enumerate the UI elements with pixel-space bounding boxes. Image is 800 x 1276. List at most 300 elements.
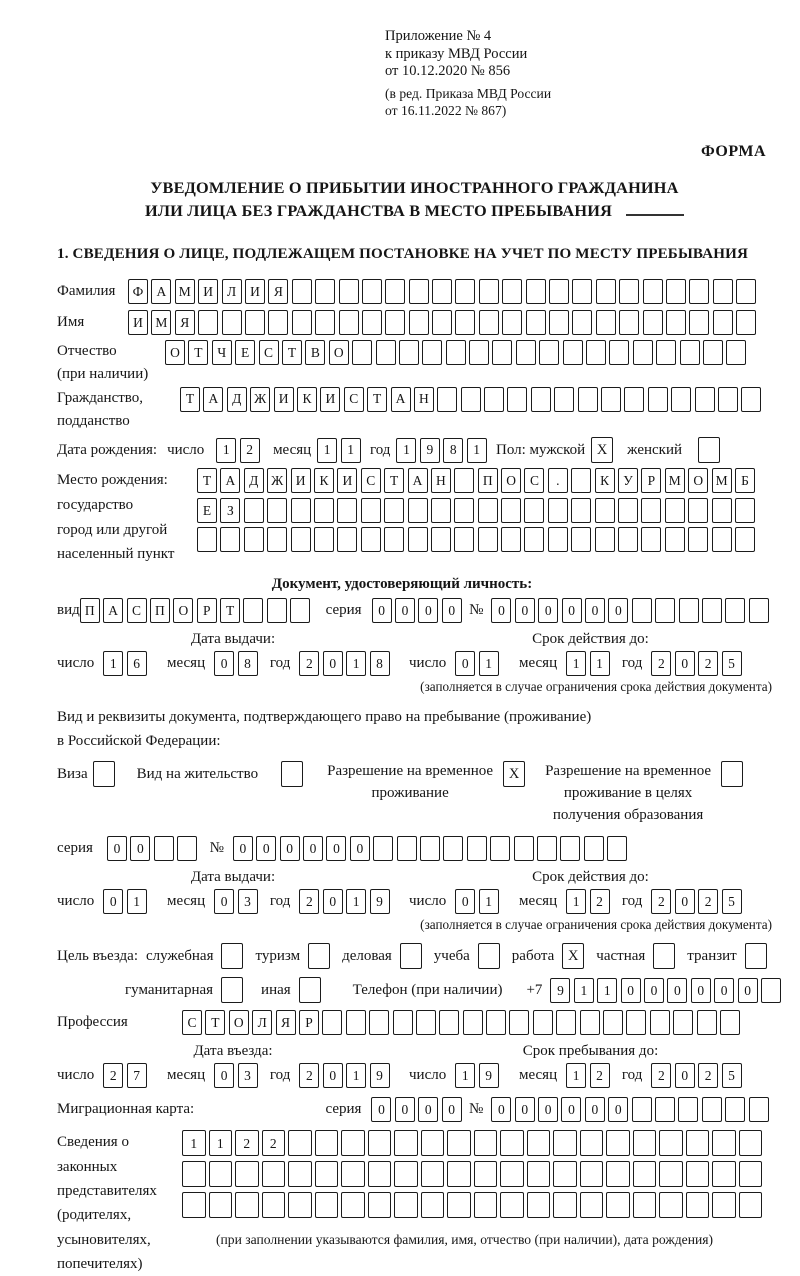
- char-cell[interactable]: [739, 1130, 763, 1156]
- char-cell[interactable]: [548, 527, 568, 552]
- char-cell[interactable]: 1: [590, 651, 610, 676]
- char-cell[interactable]: [533, 1010, 553, 1035]
- char-cell[interactable]: 2: [103, 1063, 123, 1088]
- char-cell[interactable]: П: [150, 598, 170, 623]
- char-cell[interactable]: Е: [235, 340, 255, 365]
- char-cell[interactable]: [474, 1161, 498, 1187]
- char-cell[interactable]: [595, 527, 615, 552]
- char-cell[interactable]: 0: [256, 836, 276, 861]
- char-cell[interactable]: 5: [722, 889, 742, 914]
- char-cell[interactable]: 1: [566, 889, 586, 914]
- char-cell[interactable]: [222, 310, 242, 335]
- purpose-gumanitarnaya-checkbox[interactable]: [221, 977, 243, 1003]
- char-cell[interactable]: [447, 1161, 471, 1187]
- char-cell[interactable]: М: [175, 279, 195, 304]
- char-cell[interactable]: [262, 1161, 286, 1187]
- char-cell[interactable]: [315, 279, 335, 304]
- char-cell[interactable]: [596, 310, 616, 335]
- char-cell[interactable]: А: [220, 468, 240, 493]
- char-cell[interactable]: [563, 340, 583, 365]
- purpose-tranzit-checkbox[interactable]: [745, 943, 767, 969]
- char-cell[interactable]: [626, 1010, 646, 1035]
- char-cell[interactable]: [384, 527, 404, 552]
- char-cell[interactable]: [431, 498, 451, 523]
- purpose-turizm-checkbox[interactable]: [308, 943, 330, 969]
- char-cell[interactable]: Т: [220, 598, 240, 623]
- char-cell[interactable]: [337, 527, 357, 552]
- char-cell[interactable]: 0: [214, 889, 234, 914]
- char-cell[interactable]: [455, 279, 475, 304]
- char-cell[interactable]: [648, 387, 668, 412]
- char-cell[interactable]: [688, 498, 708, 523]
- char-cell[interactable]: 0: [621, 978, 641, 1003]
- char-cell[interactable]: [718, 387, 738, 412]
- char-cell[interactable]: 1: [346, 651, 366, 676]
- char-cell[interactable]: 1: [479, 651, 499, 676]
- char-cell[interactable]: [432, 310, 452, 335]
- char-cell[interactable]: [702, 1097, 722, 1122]
- char-cell[interactable]: С: [127, 598, 147, 623]
- purpose-rabota-checkbox[interactable]: X: [562, 943, 584, 969]
- char-cell[interactable]: [736, 279, 756, 304]
- char-cell[interactable]: [549, 279, 569, 304]
- char-cell[interactable]: [373, 836, 393, 861]
- char-cell[interactable]: [659, 1130, 683, 1156]
- char-cell[interactable]: [686, 1130, 710, 1156]
- char-cell[interactable]: [571, 498, 591, 523]
- char-cell[interactable]: .: [548, 468, 568, 493]
- char-cell[interactable]: [385, 310, 405, 335]
- char-cell[interactable]: [689, 279, 709, 304]
- char-cell[interactable]: О: [501, 468, 521, 493]
- char-cell[interactable]: 0: [491, 598, 511, 623]
- char-cell[interactable]: 1: [103, 651, 123, 676]
- char-cell[interactable]: [455, 310, 475, 335]
- char-cell[interactable]: Л: [252, 1010, 272, 1035]
- char-cell[interactable]: [720, 1010, 740, 1035]
- char-cell[interactable]: [432, 279, 452, 304]
- char-cell[interactable]: [678, 1097, 698, 1122]
- char-cell[interactable]: 0: [585, 1097, 605, 1122]
- char-cell[interactable]: 1: [346, 889, 366, 914]
- char-cell[interactable]: 2: [235, 1130, 259, 1156]
- char-cell[interactable]: А: [203, 387, 223, 412]
- char-cell[interactable]: 0: [371, 1097, 391, 1122]
- char-cell[interactable]: [467, 836, 487, 861]
- char-cell[interactable]: [474, 1130, 498, 1156]
- char-cell[interactable]: 0: [130, 836, 150, 861]
- char-cell[interactable]: 0: [418, 598, 438, 623]
- char-cell[interactable]: [479, 310, 499, 335]
- char-cell[interactable]: [666, 310, 686, 335]
- char-cell[interactable]: А: [408, 468, 428, 493]
- char-cell[interactable]: [220, 527, 240, 552]
- char-cell[interactable]: [267, 498, 287, 523]
- char-cell[interactable]: [553, 1130, 577, 1156]
- char-cell[interactable]: [341, 1192, 365, 1218]
- char-cell[interactable]: 0: [491, 1097, 511, 1122]
- char-cell[interactable]: 2: [299, 651, 319, 676]
- char-cell[interactable]: [292, 279, 312, 304]
- char-cell[interactable]: [454, 468, 474, 493]
- char-cell[interactable]: [315, 1192, 339, 1218]
- char-cell[interactable]: 0: [395, 598, 415, 623]
- temp-residence-edu-checkbox[interactable]: [721, 761, 743, 787]
- char-cell[interactable]: [209, 1192, 233, 1218]
- char-cell[interactable]: Ф: [128, 279, 148, 304]
- char-cell[interactable]: [633, 1161, 657, 1187]
- char-cell[interactable]: [501, 527, 521, 552]
- char-cell[interactable]: 1: [346, 1063, 366, 1088]
- char-cell[interactable]: Р: [299, 1010, 319, 1035]
- char-cell[interactable]: Д: [244, 468, 264, 493]
- purpose-delovaya-checkbox[interactable]: [400, 943, 422, 969]
- char-cell[interactable]: 2: [299, 1063, 319, 1088]
- char-cell[interactable]: [315, 310, 335, 335]
- char-cell[interactable]: [633, 1130, 657, 1156]
- char-cell[interactable]: [539, 340, 559, 365]
- char-cell[interactable]: [420, 836, 440, 861]
- char-cell[interactable]: 0: [233, 836, 253, 861]
- char-cell[interactable]: 1: [479, 889, 499, 914]
- char-cell[interactable]: [437, 387, 457, 412]
- char-cell[interactable]: [659, 1192, 683, 1218]
- char-cell[interactable]: [537, 836, 557, 861]
- char-cell[interactable]: [492, 340, 512, 365]
- char-cell[interactable]: [268, 310, 288, 335]
- char-cell[interactable]: [606, 1161, 630, 1187]
- char-cell[interactable]: [478, 527, 498, 552]
- char-cell[interactable]: [603, 1010, 623, 1035]
- char-cell[interactable]: [736, 310, 756, 335]
- char-cell[interactable]: [632, 1097, 652, 1122]
- char-cell[interactable]: [666, 279, 686, 304]
- char-cell[interactable]: [177, 836, 197, 861]
- char-cell[interactable]: П: [478, 468, 498, 493]
- char-cell[interactable]: [739, 1192, 763, 1218]
- char-cell[interactable]: 8: [238, 651, 258, 676]
- char-cell[interactable]: [474, 1192, 498, 1218]
- char-cell[interactable]: [339, 279, 359, 304]
- char-cell[interactable]: [725, 598, 745, 623]
- char-cell[interactable]: [198, 310, 218, 335]
- char-cell[interactable]: [527, 1192, 551, 1218]
- char-cell[interactable]: О: [173, 598, 193, 623]
- char-cell[interactable]: [735, 527, 755, 552]
- char-cell[interactable]: [624, 387, 644, 412]
- char-cell[interactable]: [369, 1010, 389, 1035]
- char-cell[interactable]: 1: [455, 1063, 475, 1088]
- char-cell[interactable]: [586, 340, 606, 365]
- char-cell[interactable]: 1: [574, 978, 594, 1003]
- char-cell[interactable]: [606, 1192, 630, 1218]
- char-cell[interactable]: 1: [127, 889, 147, 914]
- char-cell[interactable]: [548, 498, 568, 523]
- char-cell[interactable]: [650, 1010, 670, 1035]
- char-cell[interactable]: 3: [238, 1063, 258, 1088]
- char-cell[interactable]: 0: [585, 598, 605, 623]
- char-cell[interactable]: К: [314, 468, 334, 493]
- char-cell[interactable]: [712, 498, 732, 523]
- char-cell[interactable]: С: [182, 1010, 202, 1035]
- char-cell[interactable]: [655, 1097, 675, 1122]
- char-cell[interactable]: 0: [395, 1097, 415, 1122]
- char-cell[interactable]: [154, 836, 174, 861]
- char-cell[interactable]: [314, 498, 334, 523]
- char-cell[interactable]: 9: [420, 438, 440, 463]
- char-cell[interactable]: С: [259, 340, 279, 365]
- char-cell[interactable]: [244, 527, 264, 552]
- char-cell[interactable]: [739, 1161, 763, 1187]
- char-cell[interactable]: [507, 387, 527, 412]
- char-cell[interactable]: Т: [282, 340, 302, 365]
- char-cell[interactable]: 0: [442, 1097, 462, 1122]
- char-cell[interactable]: 1: [209, 1130, 233, 1156]
- char-cell[interactable]: [643, 279, 663, 304]
- char-cell[interactable]: [703, 340, 723, 365]
- char-cell[interactable]: [262, 1192, 286, 1218]
- char-cell[interactable]: К: [595, 468, 615, 493]
- char-cell[interactable]: [447, 1192, 471, 1218]
- char-cell[interactable]: [524, 527, 544, 552]
- char-cell[interactable]: 9: [479, 1063, 499, 1088]
- char-cell[interactable]: И: [128, 310, 148, 335]
- char-cell[interactable]: 6: [127, 651, 147, 676]
- char-cell[interactable]: 0: [323, 889, 343, 914]
- char-cell[interactable]: 0: [608, 598, 628, 623]
- char-cell[interactable]: Р: [197, 598, 217, 623]
- char-cell[interactable]: [571, 468, 591, 493]
- char-cell[interactable]: [209, 1161, 233, 1187]
- char-cell[interactable]: [527, 1130, 551, 1156]
- char-cell[interactable]: [362, 279, 382, 304]
- char-cell[interactable]: [454, 498, 474, 523]
- char-cell[interactable]: [368, 1161, 392, 1187]
- char-cell[interactable]: [553, 1192, 577, 1218]
- char-cell[interactable]: 5: [722, 651, 742, 676]
- char-cell[interactable]: 8: [443, 438, 463, 463]
- char-cell[interactable]: [368, 1192, 392, 1218]
- char-cell[interactable]: И: [198, 279, 218, 304]
- char-cell[interactable]: 0: [455, 889, 475, 914]
- char-cell[interactable]: [421, 1130, 445, 1156]
- char-cell[interactable]: [643, 310, 663, 335]
- char-cell[interactable]: [580, 1161, 604, 1187]
- char-cell[interactable]: Я: [175, 310, 195, 335]
- char-cell[interactable]: 0: [667, 978, 687, 1003]
- char-cell[interactable]: [554, 387, 574, 412]
- char-cell[interactable]: Ж: [250, 387, 270, 412]
- char-cell[interactable]: [486, 1010, 506, 1035]
- char-cell[interactable]: 0: [675, 651, 695, 676]
- char-cell[interactable]: [688, 527, 708, 552]
- char-cell[interactable]: [394, 1192, 418, 1218]
- char-cell[interactable]: [421, 1161, 445, 1187]
- char-cell[interactable]: [288, 1130, 312, 1156]
- char-cell[interactable]: [291, 527, 311, 552]
- sex-male-checkbox[interactable]: X: [591, 437, 613, 463]
- char-cell[interactable]: [726, 340, 746, 365]
- char-cell[interactable]: [655, 598, 675, 623]
- purpose-inaya-checkbox[interactable]: [299, 977, 321, 1003]
- purpose-ucheba-checkbox[interactable]: [478, 943, 500, 969]
- char-cell[interactable]: С: [361, 468, 381, 493]
- char-cell[interactable]: 0: [350, 836, 370, 861]
- char-cell[interactable]: [556, 1010, 576, 1035]
- char-cell[interactable]: О: [688, 468, 708, 493]
- char-cell[interactable]: 2: [590, 889, 610, 914]
- char-cell[interactable]: А: [391, 387, 411, 412]
- char-cell[interactable]: [368, 1130, 392, 1156]
- char-cell[interactable]: [749, 598, 769, 623]
- char-cell[interactable]: [531, 387, 551, 412]
- char-cell[interactable]: [712, 1161, 736, 1187]
- char-cell[interactable]: А: [103, 598, 123, 623]
- char-cell[interactable]: [290, 598, 310, 623]
- char-cell[interactable]: Ж: [267, 468, 287, 493]
- char-cell[interactable]: О: [329, 340, 349, 365]
- char-cell[interactable]: [572, 310, 592, 335]
- char-cell[interactable]: [421, 1192, 445, 1218]
- char-cell[interactable]: [288, 1192, 312, 1218]
- char-cell[interactable]: [384, 498, 404, 523]
- char-cell[interactable]: 7: [127, 1063, 147, 1088]
- char-cell[interactable]: 0: [455, 651, 475, 676]
- char-cell[interactable]: 1: [597, 978, 617, 1003]
- char-cell[interactable]: А: [151, 279, 171, 304]
- char-cell[interactable]: [656, 340, 676, 365]
- char-cell[interactable]: [712, 527, 732, 552]
- char-cell[interactable]: 9: [370, 889, 390, 914]
- char-cell[interactable]: [665, 527, 685, 552]
- char-cell[interactable]: 0: [103, 889, 123, 914]
- char-cell[interactable]: 0: [280, 836, 300, 861]
- char-cell[interactable]: [619, 279, 639, 304]
- char-cell[interactable]: [385, 279, 405, 304]
- char-cell[interactable]: И: [274, 387, 294, 412]
- char-cell[interactable]: 0: [418, 1097, 438, 1122]
- char-cell[interactable]: [422, 340, 442, 365]
- char-cell[interactable]: [408, 527, 428, 552]
- char-cell[interactable]: [686, 1192, 710, 1218]
- char-cell[interactable]: 0: [515, 598, 535, 623]
- char-cell[interactable]: [439, 1010, 459, 1035]
- char-cell[interactable]: Д: [227, 387, 247, 412]
- char-cell[interactable]: [680, 340, 700, 365]
- char-cell[interactable]: [619, 310, 639, 335]
- char-cell[interactable]: [394, 1161, 418, 1187]
- char-cell[interactable]: [352, 340, 372, 365]
- char-cell[interactable]: [553, 1161, 577, 1187]
- char-cell[interactable]: [549, 310, 569, 335]
- char-cell[interactable]: [288, 1161, 312, 1187]
- char-cell[interactable]: 9: [550, 978, 570, 1003]
- char-cell[interactable]: [315, 1161, 339, 1187]
- char-cell[interactable]: [197, 527, 217, 552]
- char-cell[interactable]: [713, 279, 733, 304]
- char-cell[interactable]: [315, 1130, 339, 1156]
- char-cell[interactable]: И: [320, 387, 340, 412]
- char-cell[interactable]: [443, 836, 463, 861]
- char-cell[interactable]: [659, 1161, 683, 1187]
- char-cell[interactable]: Т: [180, 387, 200, 412]
- char-cell[interactable]: С: [344, 387, 364, 412]
- char-cell[interactable]: У: [618, 468, 638, 493]
- char-cell[interactable]: [524, 498, 544, 523]
- char-cell[interactable]: [741, 387, 761, 412]
- char-cell[interactable]: 0: [214, 1063, 234, 1088]
- char-cell[interactable]: [580, 1192, 604, 1218]
- char-cell[interactable]: [397, 836, 417, 861]
- char-cell[interactable]: 8: [370, 651, 390, 676]
- sex-female-checkbox[interactable]: [698, 437, 720, 463]
- char-cell[interactable]: О: [165, 340, 185, 365]
- char-cell[interactable]: [584, 836, 604, 861]
- char-cell[interactable]: [735, 498, 755, 523]
- char-cell[interactable]: Л: [222, 279, 242, 304]
- char-cell[interactable]: З: [220, 498, 240, 523]
- purpose-chastnaya-checkbox[interactable]: [653, 943, 675, 969]
- char-cell[interactable]: О: [229, 1010, 249, 1035]
- char-cell[interactable]: [578, 387, 598, 412]
- char-cell[interactable]: [409, 279, 429, 304]
- char-cell[interactable]: 1: [182, 1130, 206, 1156]
- char-cell[interactable]: [362, 310, 382, 335]
- char-cell[interactable]: [596, 279, 616, 304]
- char-cell[interactable]: 0: [538, 598, 558, 623]
- char-cell[interactable]: [601, 387, 621, 412]
- char-cell[interactable]: [501, 498, 521, 523]
- char-cell[interactable]: 1: [566, 651, 586, 676]
- char-cell[interactable]: [560, 836, 580, 861]
- char-cell[interactable]: [490, 836, 510, 861]
- char-cell[interactable]: [633, 1192, 657, 1218]
- char-cell[interactable]: Т: [367, 387, 387, 412]
- char-cell[interactable]: [446, 340, 466, 365]
- char-cell[interactable]: [606, 1130, 630, 1156]
- char-cell[interactable]: [454, 527, 474, 552]
- char-cell[interactable]: [394, 1130, 418, 1156]
- char-cell[interactable]: [341, 1161, 365, 1187]
- char-cell[interactable]: 3: [238, 889, 258, 914]
- visa-checkbox[interactable]: [93, 761, 115, 787]
- char-cell[interactable]: 0: [675, 1063, 695, 1088]
- char-cell[interactable]: [341, 1130, 365, 1156]
- char-cell[interactable]: [291, 498, 311, 523]
- char-cell[interactable]: С: [524, 468, 544, 493]
- char-cell[interactable]: М: [151, 310, 171, 335]
- char-cell[interactable]: [632, 598, 652, 623]
- char-cell[interactable]: [618, 498, 638, 523]
- char-cell[interactable]: [595, 498, 615, 523]
- char-cell[interactable]: [245, 310, 265, 335]
- char-cell[interactable]: 0: [644, 978, 664, 1003]
- char-cell[interactable]: 0: [738, 978, 758, 1003]
- char-cell[interactable]: [376, 340, 396, 365]
- char-cell[interactable]: [393, 1010, 413, 1035]
- char-cell[interactable]: [182, 1192, 206, 1218]
- char-cell[interactable]: [509, 1010, 529, 1035]
- char-cell[interactable]: [712, 1192, 736, 1218]
- char-cell[interactable]: Н: [414, 387, 434, 412]
- char-cell[interactable]: И: [337, 468, 357, 493]
- char-cell[interactable]: Т: [188, 340, 208, 365]
- char-cell[interactable]: [679, 598, 699, 623]
- char-cell[interactable]: [235, 1192, 259, 1218]
- char-cell[interactable]: [641, 498, 661, 523]
- char-cell[interactable]: [671, 387, 691, 412]
- char-cell[interactable]: [527, 1161, 551, 1187]
